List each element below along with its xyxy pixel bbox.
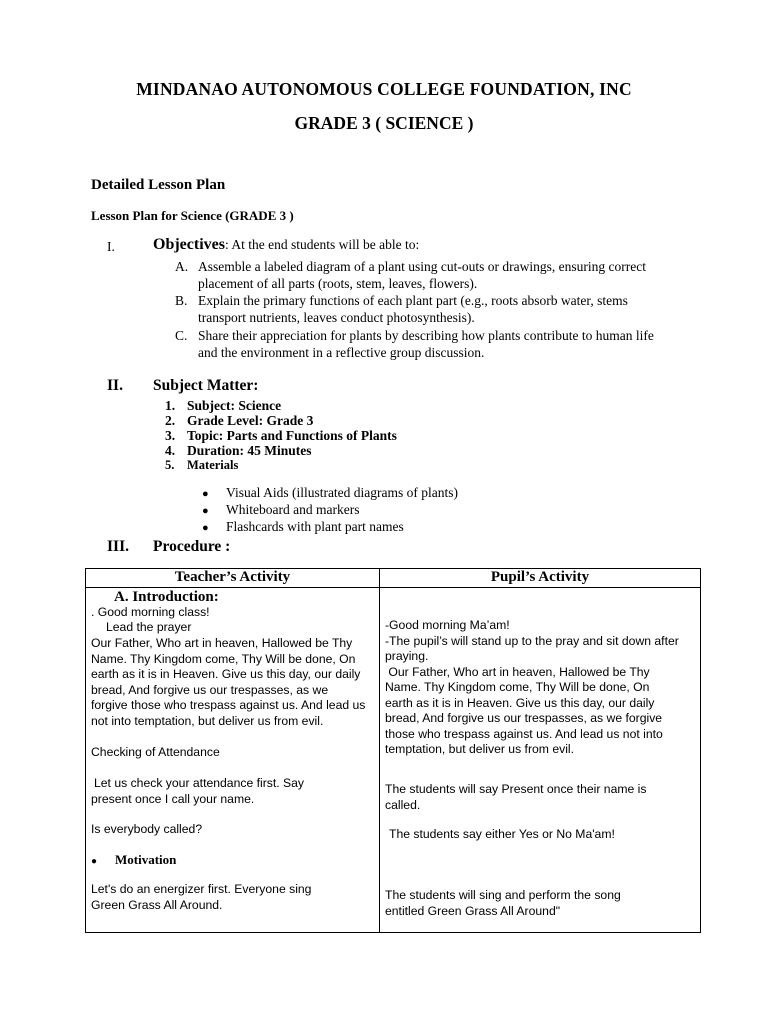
- material-text: Flashcards with plant part names: [226, 519, 404, 534]
- subject-matter-item: [165, 413, 313, 428]
- procedure-heading: Procedure :: [153, 538, 231, 555]
- pupil-line: temptation, but deliver us from evil.: [385, 742, 574, 756]
- item-text: Duration: 45 Minutes: [187, 443, 312, 458]
- material-text: Whiteboard and markers: [226, 502, 360, 517]
- pupil-line: -The pupil’s will stand up to the pray and sit down after: [385, 633, 679, 648]
- objectives-intro: : At the end students will be able to:: [224, 237, 420, 252]
- teacher-activity-header: Teacher’s Activity: [86, 569, 380, 588]
- teacher-prayer-lead: Lead the prayer: [106, 620, 192, 634]
- energizer-line: Green Grass All Around.: [91, 897, 223, 912]
- college-name: MINDANAO AUTONOMOUS COLLEGE FOUNDATION, INC: [136, 79, 632, 99]
- item-number: 4.: [165, 443, 176, 458]
- procedure-numeral: III.: [107, 538, 129, 555]
- teacher-prayer-line: bread, And forgive us our trespasses, as we: [91, 682, 329, 697]
- item-number: 5.: [165, 458, 175, 472]
- document-title: Detailed Lesson Plan: [91, 177, 226, 193]
- bullet-icon: ●: [91, 856, 98, 867]
- teacher-prayer-line: earth as it is in Heaven. Give us this day, our daily: [91, 667, 361, 681]
- table-row: [86, 588, 701, 933]
- pupil-present-line: The students will say Present once their name is: [385, 782, 647, 796]
- teacher-prayer-line: not into temptation, but deliver us from evil.: [91, 713, 324, 728]
- table-header-row: [86, 569, 701, 588]
- item-number: 2.: [165, 413, 176, 428]
- energizer-line: Let's do an energizer first. Everyone sing: [91, 882, 312, 896]
- objective-text: Explain the primary functions of each plant part (e.g., roots absorb water, stems transport nutrients, leaves conduct photosynthesis).: [198, 293, 628, 325]
- attendance-title: Checking of Attendance: [91, 745, 220, 759]
- objectives-heading: [153, 236, 419, 254]
- objective-item: [175, 258, 675, 292]
- objective-letter: C.: [175, 328, 188, 343]
- material-text: Visual Aids (illustrated diagrams of plants): [226, 485, 459, 500]
- material-item: [202, 485, 458, 501]
- attendance-line: present once I call your name.: [91, 791, 255, 806]
- item-number: 3.: [165, 428, 176, 443]
- objectives-numeral: I.: [107, 239, 115, 254]
- pupil-activity-cell: [380, 588, 701, 933]
- subject-matter-item: [165, 458, 238, 473]
- subject-matter-item: [165, 443, 312, 458]
- objective-letter: B.: [175, 293, 188, 308]
- lesson-plan-subtitle: Lesson Plan for Science (GRADE 3 ): [91, 208, 294, 223]
- pupil-activity-header: Pupil’s Activity: [380, 569, 701, 588]
- procedure-table: [85, 568, 701, 933]
- pupil-line: those who trespass against us. And lead us not into: [385, 726, 663, 741]
- teacher-activity-cell: [86, 588, 380, 933]
- subject-matter-heading: Subject Matter:: [153, 377, 259, 394]
- item-text: Topic: Parts and Functions of Plants: [187, 428, 397, 443]
- motivation-item: [91, 852, 176, 870]
- item-text: Subject: Science: [187, 398, 282, 413]
- pupil-line: Our Father, Who art in heaven, Hallowed be Thy: [385, 664, 650, 679]
- pupil-line: Name. Thy Kingdom come, Thy Will be done, On: [385, 680, 650, 694]
- motivation-label: Motivation: [115, 852, 177, 867]
- pupil-present-line: called.: [385, 797, 421, 812]
- teacher-called-question: Is everybody called?: [91, 822, 203, 836]
- bullet-icon: ●: [202, 522, 209, 534]
- subject-matter-item: [165, 428, 397, 443]
- pupil-song-line: The students will sing and perform the song: [385, 888, 621, 902]
- attendance-line: Let us check your attendance first. Say: [94, 776, 305, 790]
- pupil-line: bread, And forgive us our trespasses, as we forgive: [385, 711, 663, 725]
- teacher-prayer-line: Our Father, Who art in heaven, Hallowed be Thy: [91, 636, 353, 650]
- material-item: [202, 502, 359, 518]
- material-item: [202, 519, 404, 535]
- objective-letter: A.: [175, 259, 189, 274]
- objectives-label: Objectives: [153, 236, 225, 253]
- pupil-line: -Good morning Ma’am!: [385, 618, 510, 632]
- item-number: 1.: [165, 398, 176, 413]
- objective-text: Share their appreciation for plants by describing how plants contribute to human life and the environment in a reflective group discussion.: [198, 328, 654, 360]
- bullet-icon: ●: [202, 505, 209, 517]
- objective-item: [175, 327, 675, 361]
- teacher-greeting: . Good morning class!: [91, 605, 210, 619]
- pupil-line: praying.: [385, 649, 429, 663]
- pupil-yes-no: The students say either Yes or No Ma'am!: [389, 827, 615, 841]
- grade-subject-title: GRADE 3 ( SCIENCE ): [294, 113, 474, 133]
- bullet-icon: ●: [202, 488, 209, 500]
- subject-matter-item: [165, 398, 281, 413]
- objective-text: Assemble a labeled diagram of a plant using cut-outs or drawings, ensuring correct placement of all parts (roots, stem, leaves, flowers).: [198, 259, 646, 291]
- teacher-prayer-line: forgive those who trespass against us. And lead us: [91, 698, 366, 712]
- subject-matter-numeral: II.: [107, 377, 123, 394]
- introduction-title: A. Introduction:: [114, 589, 219, 605]
- teacher-prayer-line: Name. Thy Kingdom come, Thy Will be done, On: [91, 651, 356, 666]
- item-text: Materials: [187, 458, 239, 472]
- pupil-song-line: entitled Green Grass All Around": [385, 903, 561, 918]
- item-text: Grade Level: Grade 3: [187, 413, 314, 428]
- objective-item: [175, 292, 675, 326]
- pupil-line: earth as it is in Heaven. Give us this day, our daily: [385, 695, 655, 710]
